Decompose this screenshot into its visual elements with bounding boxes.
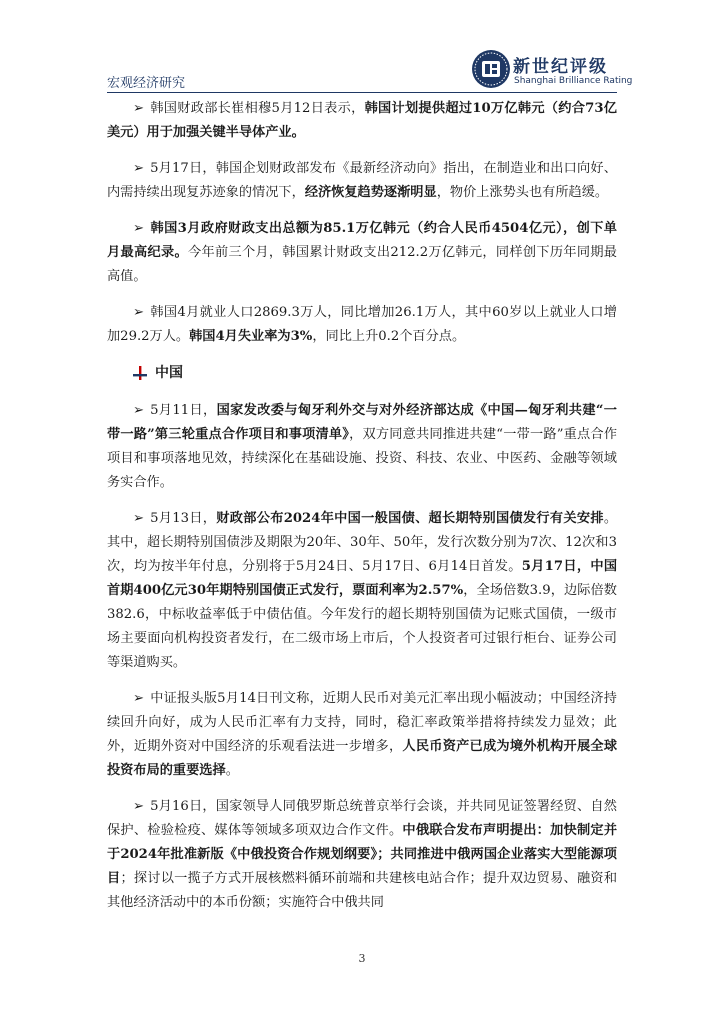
body-text: ，物价上涨势头也有所趋缓。 — [436, 185, 609, 200]
emphasis-text: 财政部公布2024年中国一般国债、超长期特别国债发行有关安排 — [216, 511, 604, 526]
emphasis-text: 5月17日，中国首期400亿元30年期特别国债正式发行，票面利率为2.57% — [107, 559, 618, 598]
bullet-arrow-icon: ➢ — [133, 101, 145, 116]
cross-marker-icon — [133, 366, 147, 380]
china-heading-text: 中国 — [155, 365, 183, 381]
china-section — [107, 399, 617, 915]
page-header — [0, 0, 724, 96]
header-divider — [107, 92, 617, 93]
brand-name-cn: 新世纪评级 — [513, 57, 608, 77]
brilliance-rating-logo-icon — [471, 49, 511, 89]
body-text: ；探讨以一揽子方式开展核燃料循环前端和共建核电站合作；提升双边贸易、融资和其他经济活动中的本币份额；实施符合中俄共同 — [107, 871, 618, 910]
body-text: 。 — [225, 763, 239, 778]
bullet-arrow-icon: ➢ — [133, 221, 145, 236]
emphasis-text: 经济恢复趋势逐渐明显 — [304, 185, 437, 200]
body-text: 今年前三个月，韩国累计财政支出212.2万亿韩元，同样创下历年同期最高值。 — [107, 245, 617, 284]
body-text: ，双方同意共同推进共建“一带一路”重点合作项目和事项落地见效，持续深化在基础设施、投资、科技、农业、中医药、金融等领域务实合作。 — [107, 427, 618, 490]
bullet-arrow-icon: ➢ — [133, 161, 145, 176]
bullet-arrow-icon: ➢ — [133, 511, 145, 526]
emphasis-text: 韩国计划提供超过10万亿韩元（约合73亿美元）用于加强关键半导体产业。 — [107, 101, 617, 140]
body-text: 韩国4月就业人口2869.3万人，同比增加26.1万人，其中60岁以上就业人口增加29.2万人。 — [107, 305, 617, 344]
body-text: 5月16日，国家领导人同俄罗斯总统普京举行会谈，并共同见证签署经贸、自然保护、检验检疫、媒体等领域多项双边合作文件。 — [107, 799, 617, 838]
bullet-paragraph — [107, 687, 617, 783]
korea-section — [107, 97, 617, 349]
emphasis-text: 中俄联合发布声明提出：加快制定并于2024年批准新版《中俄投资合作规划纲要》；共同推进中俄两国企业落实大型能源项目 — [107, 823, 618, 886]
body-text: ，全场倍数3.9，边际倍数382.6，中标收益率低于中债估值。今年发行的超长期特别国债为记账式国债，一级市场主要面向机构投资者发行，在二级市场上市后，个人投资者可过银行柜台、证券公司等渠道购买。 — [107, 583, 617, 670]
bullet-paragraph — [107, 157, 617, 205]
brand-name-en: Shanghai Brilliance Rating — [514, 76, 633, 86]
bullet-arrow-icon: ➢ — [133, 799, 145, 814]
emphasis-text: 韩国3月政府财政支出总额为85.1万亿韩元（约合人民币4504亿元），创下单月最高纪录。 — [107, 221, 617, 260]
bullet-paragraph — [107, 301, 617, 349]
bullet-arrow-icon: ➢ — [133, 305, 145, 320]
document-body — [107, 97, 617, 927]
section-label: 宏观经济研究 — [107, 76, 186, 91]
body-text: 。其中，超长期特别国债涉及期限为20年、30年、50年，发行次数分别为7次、12次和3次，均为按半年付息，分别将于5月24日、5月17日、6月14日首发。 — [107, 511, 618, 574]
bullet-paragraph — [107, 97, 617, 145]
bullet-paragraph — [107, 217, 617, 289]
page-number: 3 — [358, 952, 366, 965]
emphasis-text: 国家发改委与匈牙利外交与对外经济部达成《中国—匈牙利共建“一带一路”第三轮重点合作项目和事项清单》 — [107, 403, 617, 442]
bullet-arrow-icon: ➢ — [133, 691, 145, 706]
body-text: 5月13日， — [150, 511, 217, 526]
bullet-paragraph — [107, 399, 617, 495]
emphasis-text: 人民币资产已成为境外机构开展全球投资布局的重要选择 — [107, 739, 618, 778]
body-text: 5月11日， — [150, 403, 217, 418]
body-text: 韩国财政部长崔相穆5月12日表示， — [150, 101, 365, 116]
emphasis-text: 韩国4月失业率为3% — [189, 329, 313, 344]
bullet-paragraph — [107, 507, 617, 675]
china-section-heading — [133, 361, 617, 385]
body-text: 5月17日，韩国企划财政部发布《最新经济动向》指出，在制造业和出口向好、内需持续出现复苏迹象的情况下， — [107, 161, 617, 200]
body-text: 中证报头版5月14日刊文称，近期人民币对美元汇率出现小幅波动；中国经济持续回升向好，成为人民币汇率有力支持，同时，稳汇率政策举措将持续发力显效；此外，近期外资对中国经济的乐观看法进一步增多， — [107, 691, 617, 754]
bullet-arrow-icon: ➢ — [133, 403, 145, 418]
body-text: ，同比上升0.2个百分点。 — [312, 329, 466, 344]
bullet-paragraph — [107, 795, 617, 915]
